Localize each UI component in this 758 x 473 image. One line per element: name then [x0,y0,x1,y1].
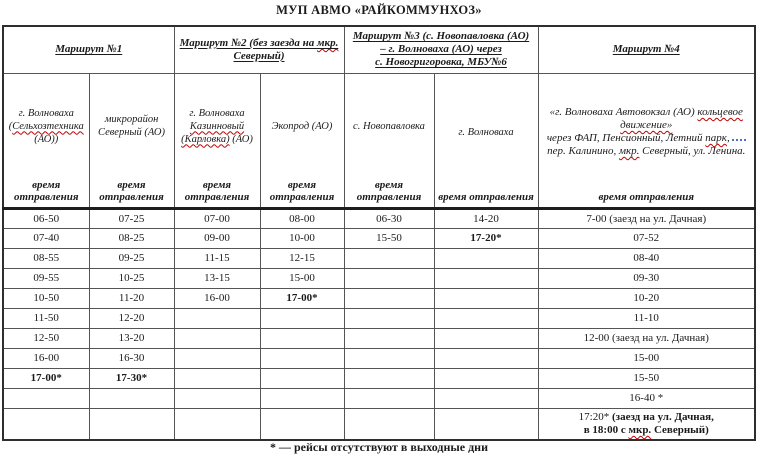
stop3-pre: г. Волноваха [189,107,245,119]
stop3-post: (АО) [229,133,253,145]
time-cell: 08-40 [538,248,755,268]
departure-time-label: время отправления [438,190,534,203]
stop5-text: с. Новопавловка [353,120,425,132]
time-cell [434,388,538,408]
departure-time-label: время отправления [13,178,79,203]
time-cell [260,308,344,328]
last-departure-time: 17:20* [578,410,612,423]
time-cell: 09-55 [3,268,89,288]
time-cell: 06-30 [344,208,434,228]
table-row [3,388,755,408]
time-cell: 15-00 [538,348,755,368]
grammar-check-mark [732,135,746,141]
stop7-line3-pre: пер. Калинино, [547,145,619,157]
table-row [3,328,755,348]
route2-label-post: Северный) [233,49,285,62]
route-header-row [3,26,755,73]
spellcheck-word: мкр. [619,145,640,157]
time-cell: 07-40 [3,228,89,248]
stop3-text [177,107,258,146]
time-cell [3,388,89,408]
time-cell [434,268,538,288]
time-cell [434,368,538,388]
table-row [3,348,755,368]
time-cell: 10-25 [89,268,174,288]
time-cell [260,408,344,440]
stop7-quote-pre: «г. Волноваха Автовокзал (АО) [549,106,698,118]
time-cell [434,288,538,308]
table-row [3,408,755,440]
time-cell: 15-50 [538,368,755,388]
time-cell: 11-10 [538,308,755,328]
time-cell: 14-20 [434,208,538,228]
time-cell [344,328,434,348]
table-row [3,228,755,248]
time-cell: 08-55 [3,248,89,268]
time-cell [174,308,260,328]
route3-line2: – г. Волноваха (АО) через [380,43,502,56]
time-cell [174,348,260,368]
time-cell [344,268,434,288]
route3-header [344,26,538,73]
time-cell: 15-50 [344,228,434,248]
spellcheck-word: парк [705,132,727,144]
spellcheck-word: кольцевое движение» [620,106,743,131]
last-departure-note2-post: Северный) [651,423,709,436]
time-cell [89,388,174,408]
route4-label: Маршрут №4 [612,43,680,56]
time-cell: 07-00 [174,208,260,228]
time-cell [174,368,260,388]
route2-header [174,26,344,73]
page-title: МУП АВМО «РАЙКОММУНХОЗ» [276,3,482,17]
time-cell-weekday-only: 17-30* [89,368,174,388]
time-cell [434,408,538,440]
table-row [3,308,755,328]
stop6-text: г. Волноваха [458,126,514,138]
departure-time-label: время отправления [598,190,694,203]
route1-header [3,26,174,73]
spellcheck-word: Сельхозтехника [12,120,84,132]
time-cell: 06-50 [3,208,89,228]
time-cell-weekday-only: 17-20* [434,228,538,248]
stop1-post: (АО)) [34,133,59,145]
time-cell [174,328,260,348]
stop-volnovakha-selkhoz [3,73,89,208]
last-departure-note2-pre: в 18:00 с [583,423,629,436]
stop4-text: Экопрод (АО) [271,120,333,132]
time-cell [434,328,538,348]
stop7-text [541,106,752,158]
time-cell: 13-20 [89,328,174,348]
time-cell: 12-00 (заезд на ул. Дачная) [538,328,755,348]
time-cell [344,308,434,328]
stop1-pre: г. Волноваха ( [8,107,74,132]
time-cell [434,348,538,368]
route1-label: Маршрут №1 [55,43,123,56]
time-cell [260,388,344,408]
time-cell: 10-50 [3,288,89,308]
time-cell [434,248,538,268]
time-cell [260,348,344,368]
route4-header [538,26,755,73]
time-cell: 13-15 [174,268,260,288]
time-cell: 15-00 [260,268,344,288]
time-cell [344,248,434,268]
table-row [3,208,755,228]
stop-volnovakha-kazinnovy [174,73,260,208]
time-cell [344,388,434,408]
route3-line1: Маршрут №3 (с. Новопавловка (АО) [352,30,530,43]
time-cell: 09-00 [174,228,260,248]
time-cell [174,388,260,408]
time-cell: 16-40 * [538,388,755,408]
table-row [3,368,755,388]
stop-novopavlovka [344,73,434,208]
time-cell: 07-25 [89,208,174,228]
time-cell-weekday-only: 17-00* [260,288,344,308]
time-cell: 09-30 [538,268,755,288]
time-cell: 10-00 [260,228,344,248]
time-cell: 08-25 [89,228,174,248]
time-cell: 11-20 [89,288,174,308]
table-row [3,288,755,308]
stop7-line2-post: , [726,132,730,144]
time-cell: 7-00 (заезд на ул. Дачная) [538,208,755,228]
time-cell [344,348,434,368]
time-cell-weekday-only: 17-00* [3,368,89,388]
stop-ekoprod [260,73,344,208]
time-cell: 11-50 [3,308,89,328]
table-row [3,268,755,288]
stop7-line3-post: Северный, ул. Ленина. [639,145,746,157]
stop1-text [6,107,87,146]
time-cell [344,408,434,440]
table-row [3,248,755,268]
time-cell: 10-20 [538,288,755,308]
footnote: * — рейсы отсутствуют в выходные дни [269,440,488,454]
route3-line3: с. Новогригоровка, МБУ№6 [375,56,507,69]
spellcheck-word: (Карловка) [181,133,230,145]
time-cell [174,408,260,440]
departure-time-label: время отправления [356,178,422,203]
departure-time-label: время отправления [269,178,335,203]
last-departure-note1: (заезд на ул. Дачная, [611,410,714,423]
bus-schedule-table [2,25,756,441]
spellcheck-word: мкр. [316,36,339,49]
time-cell: 11-15 [174,248,260,268]
time-cell [344,288,434,308]
time-cell-last-departure [538,408,755,440]
time-cell [260,328,344,348]
time-cell [344,368,434,388]
time-cell [3,408,89,440]
time-cell [434,308,538,328]
stops-row [3,73,755,208]
time-cell: 16-00 [3,348,89,368]
departure-time-label: время отправления [99,178,164,203]
time-cell: 12-50 [3,328,89,348]
time-cell: 07-52 [538,228,755,248]
time-cell: 08-00 [260,208,344,228]
stop2-text: микрорайон Северный (АО) [98,114,165,138]
spellcheck-word: Казинновый [189,120,245,132]
departure-time-label: время отправления [184,178,250,203]
stop7-line2-pre: через ФАП, Пенсионный, Летний [546,132,706,144]
spellcheck-word: мкр. [628,423,652,436]
time-cell [89,408,174,440]
time-cell: 09-25 [89,248,174,268]
route2-label-pre: Маршрут №2 (без заезда на [179,36,317,49]
stop-avtovokzal-ring [538,73,755,208]
time-cell: 16-00 [174,288,260,308]
stop-volnovakha [434,73,538,208]
stop-mkr-severny [89,73,174,208]
time-cell [260,368,344,388]
time-cell: 12-20 [89,308,174,328]
time-cell: 12-15 [260,248,344,268]
time-cell: 16-30 [89,348,174,368]
